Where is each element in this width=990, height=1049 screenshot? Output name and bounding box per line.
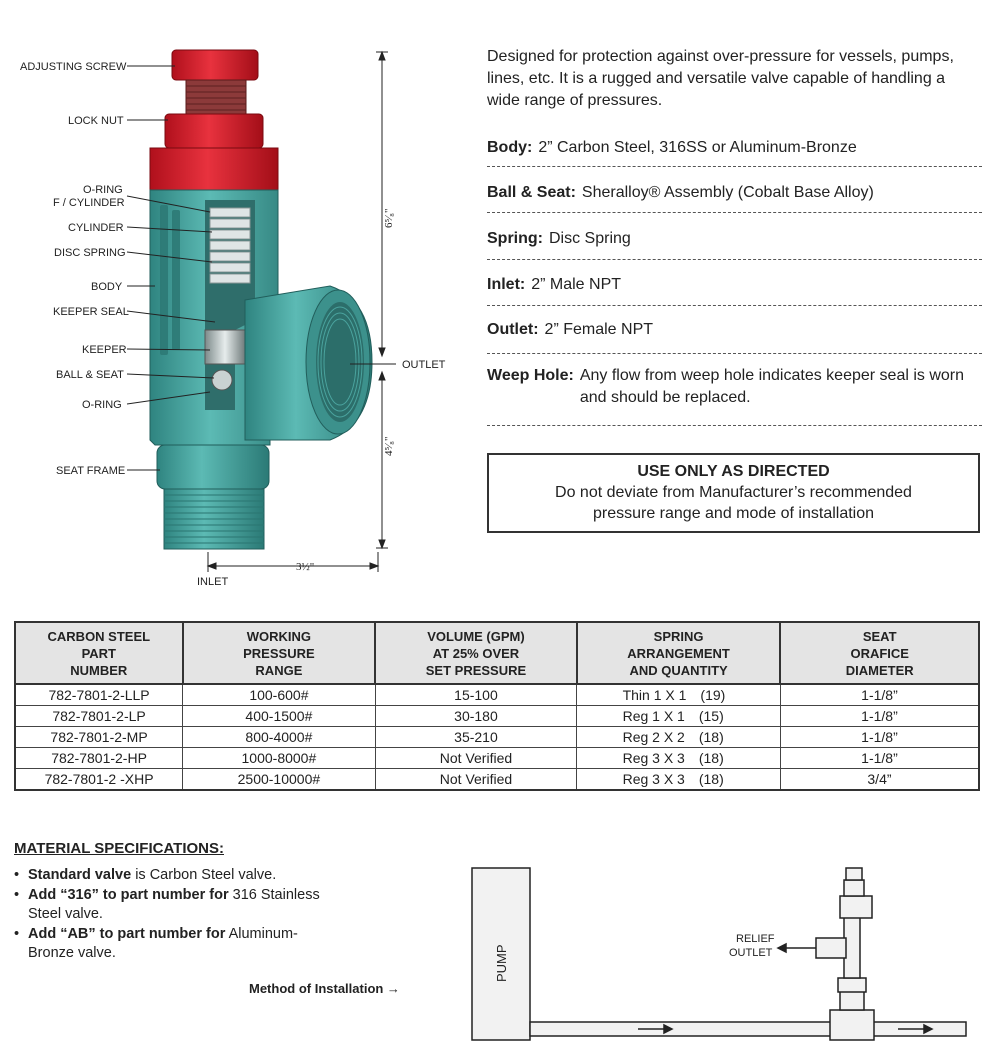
spec-key: Inlet: (487, 276, 526, 293)
label-keeper-seal: KEEPER SEAL (53, 306, 129, 318)
label-disc-spring: DISC SPRING (54, 247, 126, 259)
label-inlet: INLET (197, 576, 229, 588)
cell-spring: Reg 2 X 2 (18) (577, 727, 781, 748)
spec-value: Disc Spring (549, 230, 631, 247)
dimension-height-upper: 6⁵⁄₈" (383, 208, 395, 228)
riser (840, 990, 864, 1010)
label-cylinder: CYLINDER (68, 222, 124, 234)
cell-seat: 1-1/8” (780, 684, 979, 706)
material-specs-title: MATERIAL SPECIFICATIONS: (14, 840, 224, 857)
relief-outlet-port (816, 938, 846, 958)
spec-key: Weep Hole: (487, 367, 574, 384)
spec-key: Outlet: (487, 321, 539, 338)
spec-outlet (487, 319, 982, 341)
cell-seat: 1-1/8” (780, 748, 979, 769)
cell-pressure: 400-1500# (183, 706, 376, 727)
cell-spring: Reg 1 X 1 (15) (577, 706, 781, 727)
method-of-installation-label: Method of Installation → (249, 981, 400, 996)
tee-fitting (830, 1010, 874, 1040)
table-row (15, 706, 979, 727)
spec-value: 2” Male NPT (531, 276, 622, 293)
divider (487, 305, 982, 306)
cell-seat: 3/4” (780, 769, 979, 791)
divider (487, 353, 982, 354)
cell-pressure: 2500-10000# (183, 769, 376, 791)
list-item: • Add “AB” to part number for Aluminum-Bronze valve. (14, 925, 334, 964)
header-part-number: CARBON STEEL PART NUMBER (15, 622, 183, 684)
list-item: • Add “316” to part number for 316 Stainless Steel valve. (14, 886, 334, 925)
label-lock-nut: LOCK NUT (68, 115, 124, 127)
spec-key: Ball & Seat: (487, 184, 576, 201)
label-keeper: KEEPER (82, 344, 127, 356)
table-row (15, 727, 979, 748)
table-header-row (15, 622, 979, 684)
label-oring: O-RING (82, 399, 122, 411)
cell-pressure: 100-600# (183, 684, 376, 706)
material-specs-list (14, 866, 334, 964)
installation-diagram (460, 860, 980, 1049)
valve-cap-small (846, 868, 862, 880)
table-row (15, 769, 979, 791)
label-oring-cylinder-2: F / CYLINDER (53, 197, 125, 209)
lock-nut (165, 114, 263, 148)
inlet-nut (838, 978, 866, 992)
valve-cutaway-diagram (0, 0, 460, 600)
valve-screw-small (844, 880, 864, 896)
warning-line-2: pressure range and mode of installation (592, 505, 875, 522)
spec-inlet (487, 274, 982, 296)
divider (487, 166, 982, 167)
product-description: Designed for protection against over-pressure for vessels, pumps, lines, etc. It is a rugged and versatile valve capable of handling a wide range of pressures. (487, 48, 954, 109)
header-volume: VOLUME (GPM) AT 25% OVER SET PRESSURE (375, 622, 577, 684)
cell-part: 782-7801-2-LLP (15, 684, 183, 706)
label-body: BODY (91, 281, 123, 293)
label-ball-seat: BALL & SEAT (56, 369, 124, 381)
parts-table (14, 621, 980, 791)
cell-part: 782-7801-2 -XHP (15, 769, 183, 791)
cell-volume: Not Verified (375, 748, 577, 769)
header-seat-diameter: SEAT ORAFICE DIAMETER (780, 622, 979, 684)
dimension-width: 3½" (296, 561, 315, 573)
relief-label-1: RELIEF (736, 933, 775, 945)
divider (487, 212, 982, 213)
spec-value: 2” Female NPT (544, 321, 654, 338)
dimension-height-lower: 4⁵⁄₈" (383, 436, 395, 456)
adjusting-screw (172, 50, 258, 114)
cell-volume: Not Verified (375, 769, 577, 791)
cell-volume: 35-210 (375, 727, 577, 748)
cell-seat: 1-1/8” (780, 727, 979, 748)
cell-pressure: 800-4000# (183, 727, 376, 748)
cell-spring: Reg 3 X 3 (18) (577, 769, 781, 791)
flow-arrows (638, 944, 932, 1033)
list-item: • Standard valve is Carbon Steel valve. (14, 866, 334, 886)
table-row (15, 748, 979, 769)
label-adjusting-screw: ADJUSTING SCREW (20, 61, 127, 73)
spec-body (487, 137, 982, 159)
cell-spring: Thin 1 X 1 (19) (577, 684, 781, 706)
seat-frame (157, 445, 269, 549)
cell-spring: Reg 3 X 3 (18) (577, 748, 781, 769)
spec-value: 2” Carbon Steel, 316SS or Aluminum-Bronze (538, 139, 857, 156)
label-outlet: OUTLET (402, 359, 446, 371)
pump-label: PUMP (494, 944, 509, 982)
cell-pressure: 1000-8000# (183, 748, 376, 769)
header-spring: SPRING ARRANGEMENT AND QUANTITY (577, 622, 781, 684)
warning-box (487, 453, 980, 533)
label-seat-frame: SEAT FRAME (56, 465, 126, 477)
outlet-port (245, 286, 372, 440)
relief-label-2: OUTLET (729, 947, 773, 959)
spec-spring (487, 228, 982, 250)
table-row (15, 684, 979, 706)
divider (487, 259, 982, 260)
spec-value: Any flow from weep hole indicates keeper seal is worn and should be replaced. (579, 367, 965, 406)
valve-bonnet-small (840, 896, 872, 918)
cell-part: 782-7801-2-HP (15, 748, 183, 769)
spec-weep-hole (487, 365, 982, 409)
spec-value: Sheralloy® Assembly (Cobalt Base Alloy) (581, 184, 874, 201)
spec-key: Body: (487, 139, 533, 156)
cell-seat: 1-1/8” (780, 706, 979, 727)
label-oring-cylinder-1: O-RING (83, 184, 123, 196)
cell-volume: 15-100 (375, 684, 577, 706)
bonnet (150, 148, 278, 190)
header-pressure-range: WORKING PRESSURE RANGE (183, 622, 376, 684)
warning-line-1: Do not deviate from Manufacturer’s recommended (555, 484, 912, 501)
warning-title: USE ONLY AS DIRECTED (637, 463, 830, 480)
cell-volume: 30-180 (375, 706, 577, 727)
cell-part: 782-7801-2-LP (15, 706, 183, 727)
cell-part: 782-7801-2-MP (15, 727, 183, 748)
divider (487, 425, 982, 426)
spec-key: Spring: (487, 230, 543, 247)
spec-ball-seat (487, 182, 982, 204)
